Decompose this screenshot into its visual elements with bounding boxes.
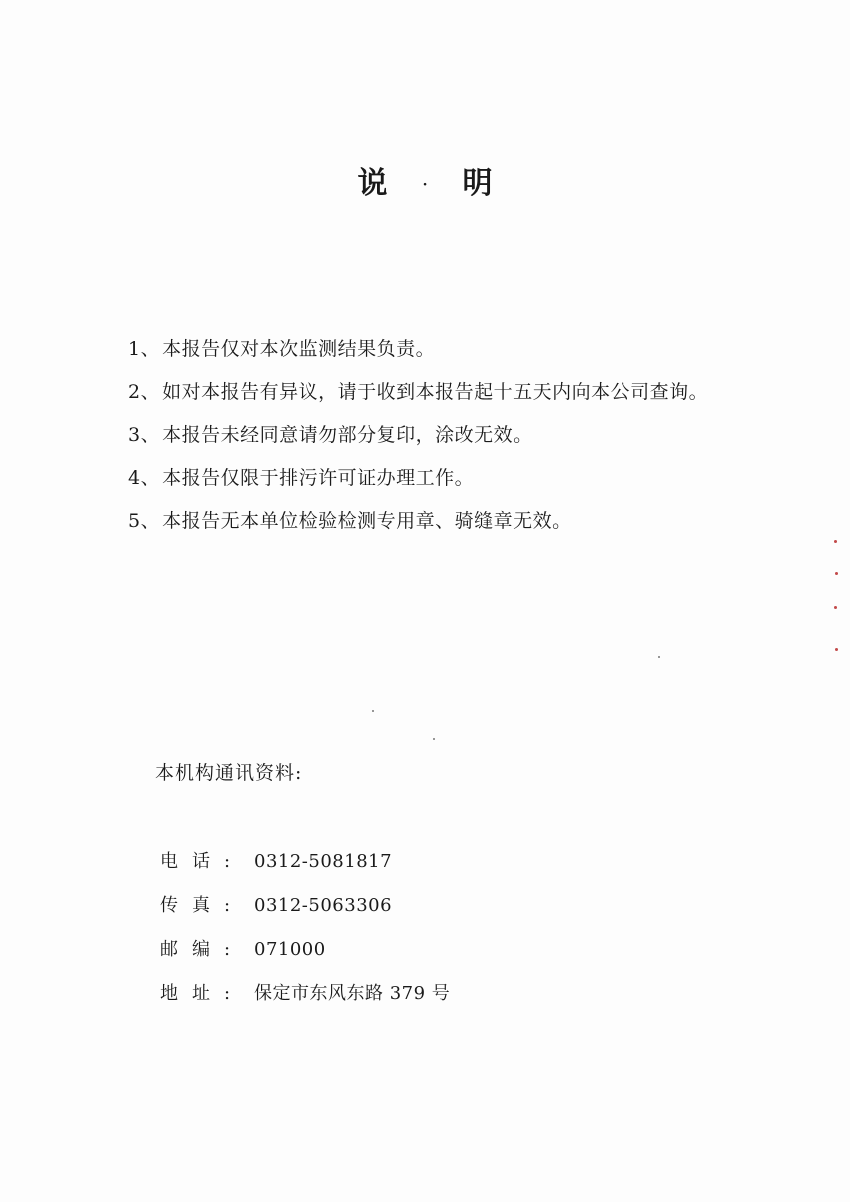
address-label: 地址: [160,983,245,1004]
note-item [128,510,768,533]
note-item [128,467,768,490]
note-text: 本报告仅限于排污许可证办理工作。 [162,467,475,489]
note-number: 4、 [128,467,161,489]
title-char-2: 明 [462,166,493,201]
title-char-1: 说 [357,166,388,201]
stamp-edge-speck [835,572,838,575]
stamp-edge-speck [835,648,838,651]
notes-list [128,338,768,553]
contact-row-phone [160,850,660,874]
scan-dust-dot [433,738,435,740]
note-number: 2、 [128,381,161,403]
note-number: 5、 [128,510,161,532]
note-number: 3、 [128,424,161,446]
note-item [128,381,768,404]
phone-label: 电话: [160,851,245,872]
fax-label: 传真: [160,895,245,916]
scan-dust-dot [658,656,660,658]
contact-row-postcode [160,938,660,962]
contact-row-fax [160,894,660,918]
note-item [128,424,768,447]
stamp-edge-speck [834,606,837,609]
title-separator: · [422,177,428,193]
postcode-label: 邮编: [160,939,245,960]
postcode-value: 071000 [254,939,326,960]
scan-dust-dot [372,710,374,712]
address-value: 保定市东风东路 379 号 [254,983,451,1004]
stamp-edge-speck [834,540,837,543]
contact-row-address [160,982,660,1006]
note-text: 本报告未经同意请勿部分复印，涂改无效。 [162,424,533,446]
note-text: 如对本报告有异议，请于收到本报告起十五天内向本公司查询。 [162,381,709,403]
page-title [0,158,850,202]
note-text: 本报告无本单位检验检测专用章、骑缝章无效。 [162,510,572,532]
contact-list [160,850,660,1026]
phone-value: 0312-5081817 [254,851,393,872]
note-item [128,338,768,361]
fax-value: 0312-5063306 [254,895,393,916]
contact-heading: 本机构通讯资料: [155,762,303,784]
note-number: 1、 [128,338,161,360]
note-text: 本报告仅对本次监测结果负责。 [162,338,436,360]
